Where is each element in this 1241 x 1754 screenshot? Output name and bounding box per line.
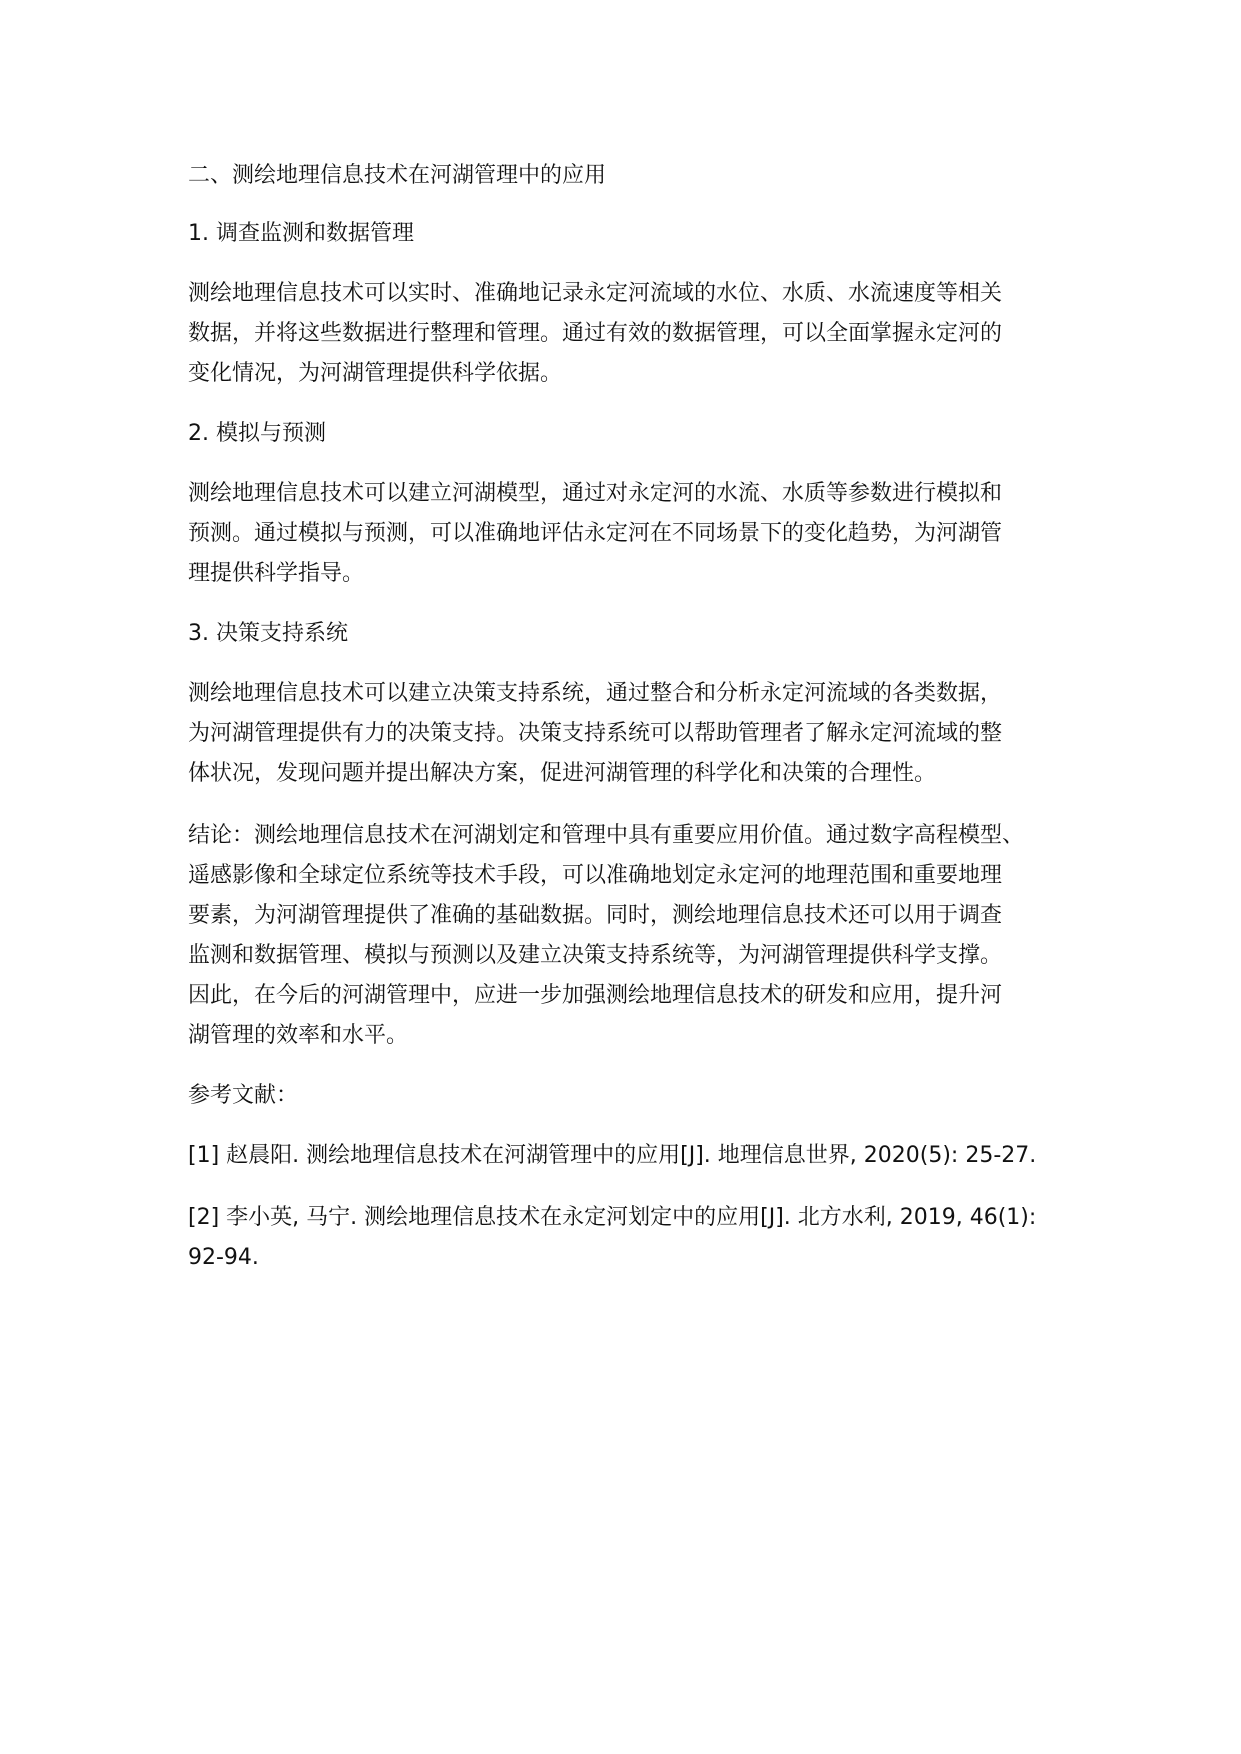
subsection-heading-2: 2. 模拟与预测: [188, 421, 326, 446]
text-line: 测绘地理信息技术可以实时、准确地记录永定河流域的水位、水质、水流速度等相关: [188, 281, 1003, 306]
text-line: 理提供科学指导。: [188, 561, 365, 586]
subsection-heading-3: 3. 决策支持系统: [188, 621, 348, 646]
text-line: 为河湖管理提供有力的决策支持。决策支持系统可以帮助管理者了解永定河流域的整: [188, 721, 1003, 746]
section-title: 二、测绘地理信息技术在河湖管理中的应用: [188, 163, 607, 188]
conclusion-paragraph: [188, 816, 1068, 1056]
text-line: 湖管理的效率和水平。: [188, 1023, 409, 1048]
text-line: [2] 李小英, 马宁. 测绘地理信息技术在永定河划定中的应用[J]. 北方水利, 2019, 46(1):: [188, 1205, 1037, 1230]
text-line: 要素，为河湖管理提供了准确的基础数据。同时，测绘地理信息技术还可以用于调查: [188, 903, 1003, 928]
text-line: 数据，并将这些数据进行整理和管理。通过有效的数据管理，可以全面掌握永定河的: [188, 321, 1003, 346]
subsection-heading-1: 1. 调查监测和数据管理: [188, 221, 414, 246]
text-line: 测绘地理信息技术可以建立河湖模型，通过对永定河的水流、水质等参数进行模拟和: [188, 481, 1003, 506]
text-line: 体状况，发现问题并提出解决方案，促进河湖管理的科学化和决策的合理性。: [188, 761, 937, 786]
text-line: [1] 赵晨阳. 测绘地理信息技术在河湖管理中的应用[J]. 地理信息世界, 2020(5): 25-27.: [188, 1143, 1037, 1168]
subsection-paragraph-3: [188, 674, 1068, 794]
text-line: 遥感影像和全球定位系统等技术手段，可以准确地划定永定河的地理范围和重要地理: [188, 863, 1003, 888]
references-title: 参考文献：: [188, 1083, 299, 1108]
document-body: [188, 158, 1068, 1300]
text-line: 92-94.: [188, 1245, 259, 1270]
subsection-paragraph-1: [188, 274, 1068, 394]
text-line: 测绘地理信息技术可以建立决策支持系统，通过整合和分析永定河流域的各类数据，: [188, 681, 1003, 706]
reference-item-1: [188, 1136, 1068, 1176]
subsection-paragraph-2: [188, 474, 1068, 594]
text-line: 结论：测绘地理信息技术在河湖划定和管理中具有重要应用价值。通过数字高程模型、: [188, 823, 1025, 848]
text-line: 预测。通过模拟与预测，可以准确地评估永定河在不同场景下的变化趋势，为河湖管: [188, 521, 1003, 546]
reference-item-2: [188, 1198, 1068, 1278]
text-line: 变化情况，为河湖管理提供科学依据。: [188, 361, 563, 386]
text-line: 监测和数据管理、模拟与预测以及建立决策支持系统等，为河湖管理提供科学支撑。: [188, 943, 1003, 968]
text-line: 因此，在今后的河湖管理中，应进一步加强测绘地理信息技术的研发和应用，提升河: [188, 983, 1003, 1008]
